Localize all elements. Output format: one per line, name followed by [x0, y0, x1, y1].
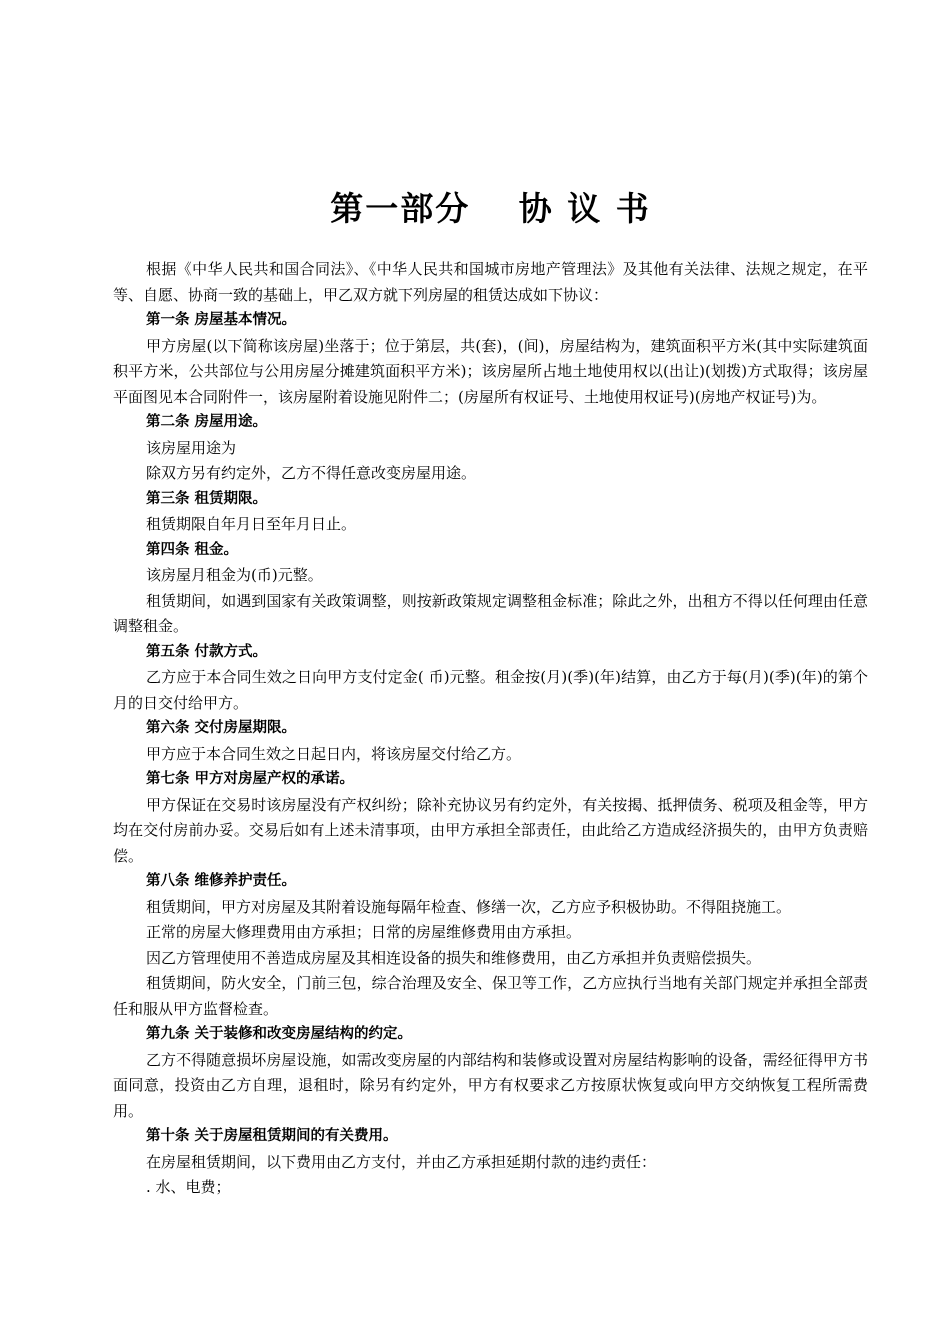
article-heading: 第二条 房屋用途。 [146, 414, 268, 430]
article-5 [113, 640, 868, 717]
article-heading: 第四条 租金。 [146, 541, 239, 558]
article-paragraph: 租赁期间，防火安全，门前三包，综合治理及安全、保卫等工作，乙方应执行当地有关部门规定并承担全部责任和服从甲方监督检查。 [113, 974, 868, 1018]
article-8 [113, 869, 868, 1022]
article-7 [113, 767, 868, 869]
article-paragraph: 乙方不得随意损坏房屋设施，如需改变房屋的内部结构和装修或设置对房屋结构影响的设备，需经征得甲方书面同意，投资由乙方自理，退租时，除另有约定外，甲方有权要求乙方按原状恢复或向甲方交纳恢复工程所需费用。 [113, 1050, 868, 1120]
article-heading: 第六条 交付房屋期限。 [146, 720, 297, 736]
article-paragraph: 正常的房屋大修理费用由方承担；日常的房屋维修费用由方承担。 [146, 923, 582, 941]
article-paragraph: 除双方另有约定外，乙方不得任意改变房屋用途。 [146, 464, 477, 482]
article-heading: 第三条 租赁期限。 [146, 490, 268, 507]
article-heading: 第一条 房屋基本情况。 [146, 312, 297, 328]
article-4 [113, 538, 868, 640]
intro-paragraph: 根据《中华人民共和国合同法》、《中华人民共和国城市房地产管理法》及其他有关法律、法规之规定，在平等、自愿、协商一致的基础上，甲乙双方就下列房屋的租赁达成如下协议： [113, 260, 868, 304]
article-6 [113, 716, 868, 767]
article-paragraph: 因乙方管理使用不善造成房屋及其相连设备的损失和维修费用，由乙方承担并负责赔偿损失。 [146, 948, 762, 967]
document-title: 第一部分 协 议 书 [330, 189, 651, 228]
article-10 [113, 1124, 868, 1201]
article-heading: 第八条 维修养护责任。 [146, 873, 297, 889]
article-2 [113, 410, 868, 487]
article-paragraph: 租赁期间，甲方对房屋及其附着设施每隔年检查、修缮一次，乙方应予积极协助。不得阻挠施工。 [146, 897, 792, 916]
article-heading: 第五条 付款方式。 [146, 643, 268, 660]
article-paragraph: 租赁期限自年月日至年月日止。 [146, 515, 357, 533]
article-paragraph: 甲方应于本合同生效之日起日内，将该房屋交付给乙方。 [146, 744, 522, 763]
article-3 [113, 487, 868, 538]
article-9 [113, 1022, 868, 1124]
article-heading: 第七条 甲方对房屋产权的承诺。 [146, 771, 355, 787]
article-1 [113, 308, 868, 410]
article-paragraph: 甲方房屋(以下简称该房屋)坐落于；位于第层，共(套)，(间)，房屋结构为，建筑面积平方米(其中实际建筑面积平方米，公共部位与公用房屋分摊建筑面积平方米)；该房屋所占地土地使用权以(出让)(划拨)方式取得；该房屋平面图见本合同附件一，该房屋附着设施见附件二；(房屋所有权证号、土地使用权证号)(房地产权证号)为。 [113, 336, 868, 406]
article-heading: 第九条 关于装修和改变房屋结构的约定。 [146, 1026, 413, 1042]
article-paragraph: 该房屋月租金为(币)元整。 [146, 566, 323, 584]
article-heading: 第十条 关于房屋租赁期间的有关费用。 [146, 1128, 398, 1144]
document-page [113, 183, 868, 1201]
article-paragraph: 该房屋用途为 [146, 438, 237, 457]
article-paragraph: . 水、电费； [146, 1178, 231, 1196]
article-paragraph: 在房屋租赁期间，以下费用由乙方支付，并由乙方承担延期付款的违约责任： [146, 1152, 657, 1171]
article-paragraph: 乙方应于本合同生效之日向甲方支付定金( 币)元整。租金按(月)(季)(年)结算，由乙方于每(月)(季)(年)的第个月的日交付给甲方。 [113, 668, 868, 712]
article-paragraph: 租赁期间，如遇到国家有关政策调整，则按新政策规定调整租金标准；除此之外，出租方不得以任何理由任意调整租金。 [113, 591, 868, 635]
article-paragraph: 甲方保证在交易时该房屋没有产权纠纷；除补充协议另有约定外，有关按揭、抵押债务、税项及租金等，甲方均在交付房前办妥。交易后如有上述未清事项，由甲方承担全部责任，由此给乙方造成经济损失的，由甲方负责赔偿。 [113, 795, 868, 865]
